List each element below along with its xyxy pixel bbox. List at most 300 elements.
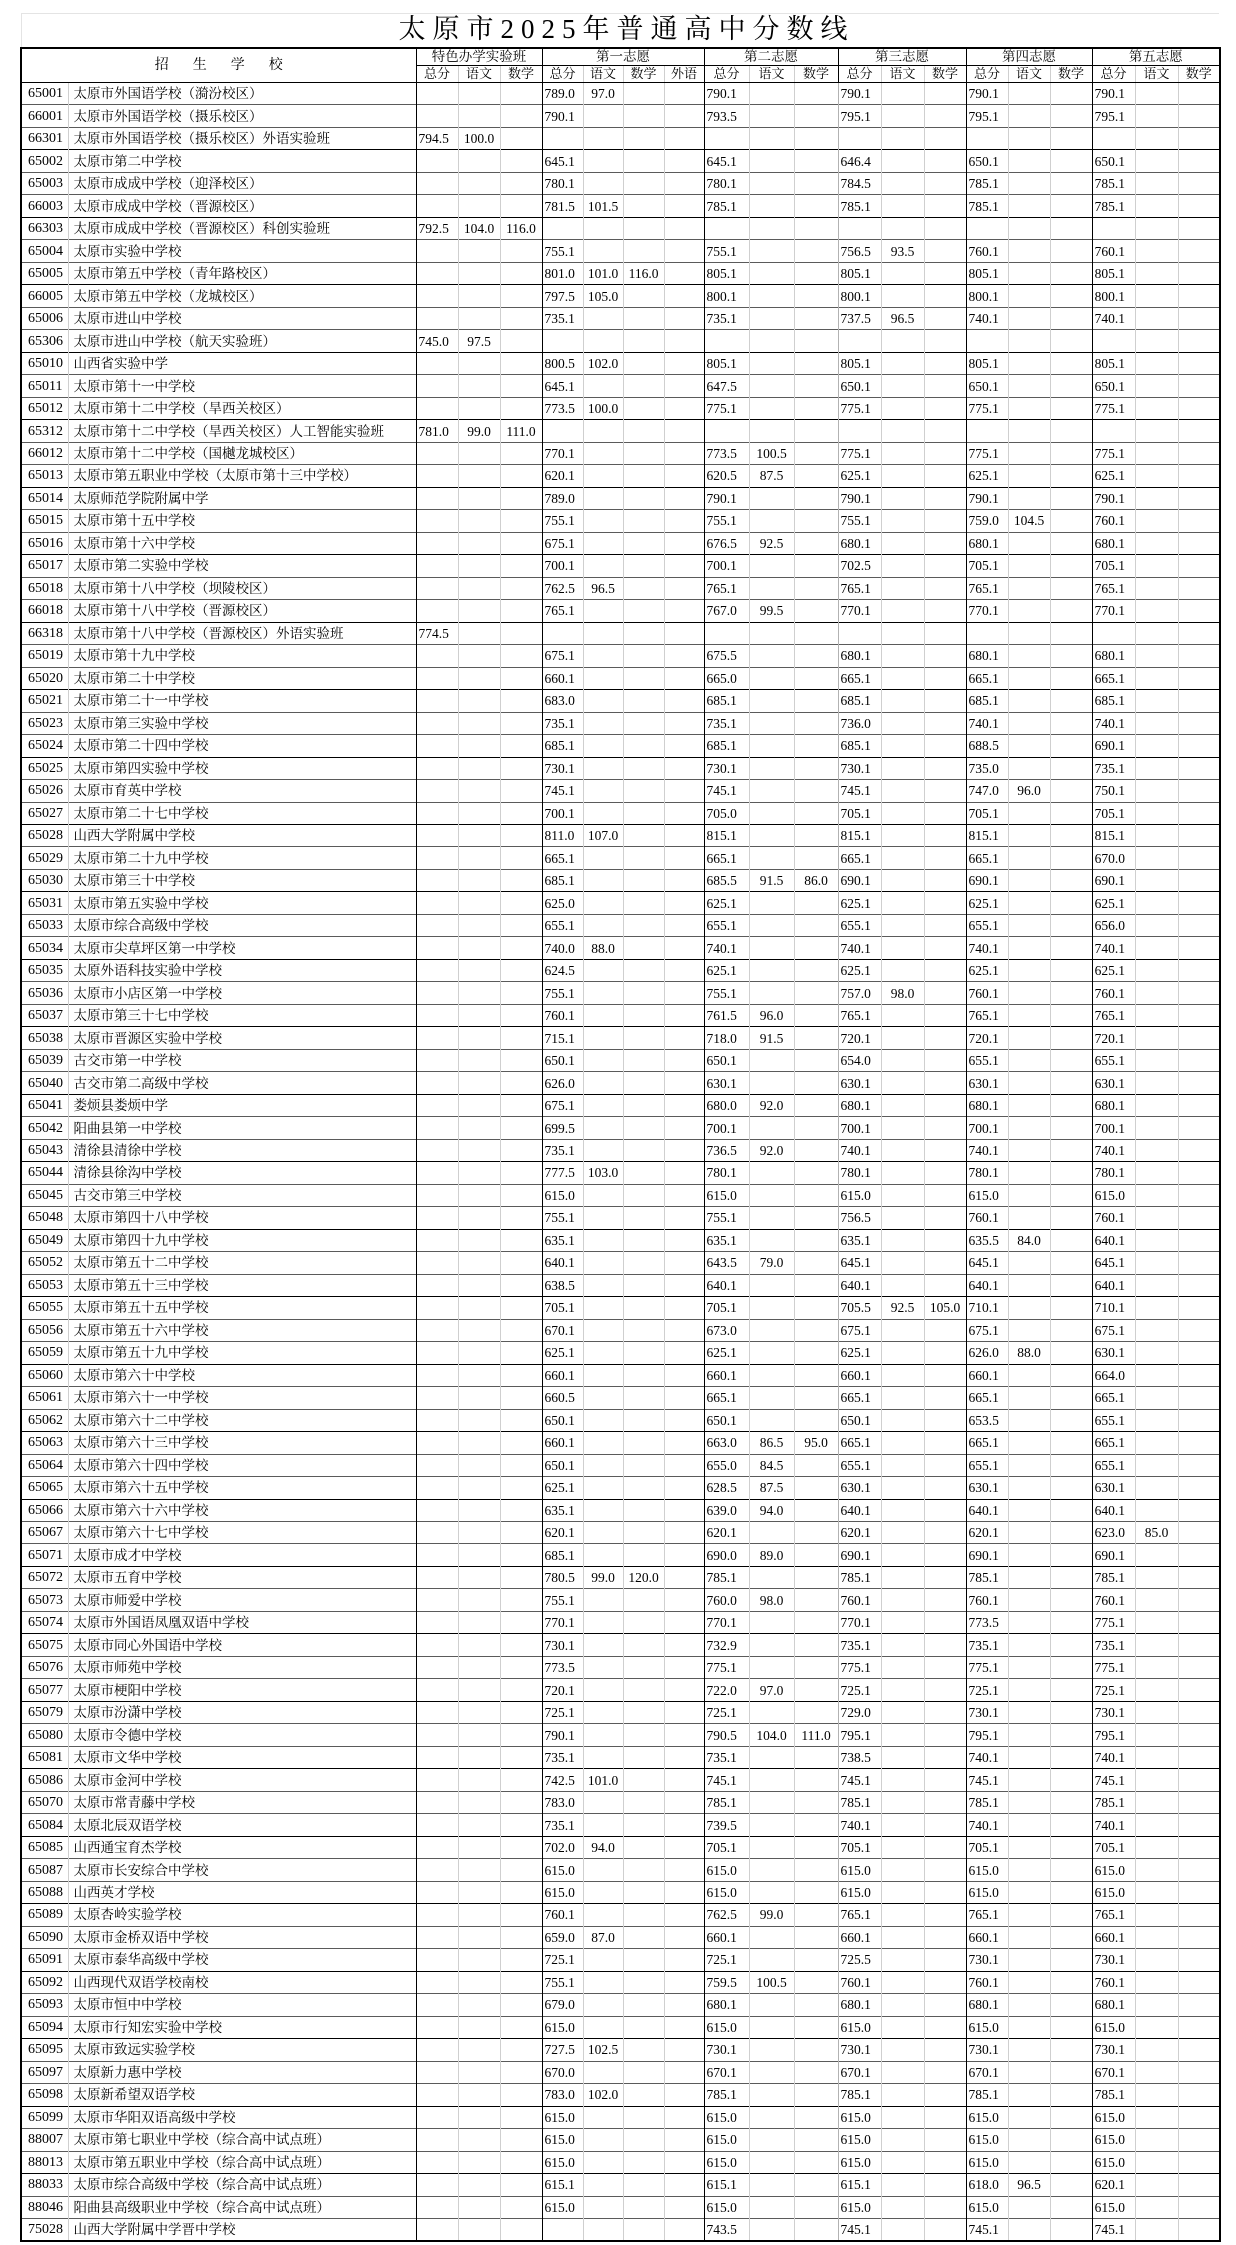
score-cell: 700.1 <box>966 1117 1008 1139</box>
score-cell <box>623 1072 664 1094</box>
score-cell <box>500 1656 542 1678</box>
score-cell <box>458 1566 500 1588</box>
score-cell: 775.1 <box>838 397 881 419</box>
score-cell <box>416 735 458 757</box>
score-cell <box>623 1836 664 1858</box>
score-cell <box>749 375 794 397</box>
score-cell: 705.1 <box>838 802 881 824</box>
score-cell: 645.1 <box>838 1252 881 1274</box>
school-code-cell: 65094 <box>21 2016 68 2038</box>
score-cell <box>1135 712 1178 734</box>
score-cell <box>458 1229 500 1251</box>
score-cell: 780.1 <box>542 172 583 194</box>
score-cell <box>500 397 542 419</box>
score-cell <box>458 1094 500 1116</box>
score-cell: 87.5 <box>749 1477 794 1499</box>
score-cell <box>1050 1004 1092 1026</box>
score-cell <box>924 1432 966 1454</box>
score-cell <box>664 352 704 374</box>
score-cell <box>1050 847 1092 869</box>
school-code-cell: 65086 <box>21 1769 68 1791</box>
school-name-cell: 太原市第二中学校 <box>68 150 416 172</box>
sub-header-3-总分: 总分 <box>704 66 749 83</box>
score-cell: 639.0 <box>704 1499 749 1521</box>
score-cell <box>664 172 704 194</box>
score-cell <box>881 555 924 577</box>
score-cell <box>749 2219 794 2242</box>
score-cell <box>623 1409 664 1431</box>
score-cell <box>416 1746 458 1768</box>
score-cell <box>416 1387 458 1409</box>
score-cell <box>794 1387 838 1409</box>
table-row <box>21 959 1220 981</box>
score-cell <box>1008 555 1050 577</box>
table-row <box>21 1679 1220 1701</box>
score-cell: 680.1 <box>838 1094 881 1116</box>
score-cell: 790.1 <box>838 487 881 509</box>
score-cell <box>1178 2106 1220 2128</box>
score-cell: 615.0 <box>704 1184 749 1206</box>
table-row <box>21 83 1220 105</box>
score-cell <box>1008 1656 1050 1678</box>
school-name-cell: 太原市第五十五中学校 <box>68 1297 416 1319</box>
score-cell <box>749 2106 794 2128</box>
score-cell <box>1135 442 1178 464</box>
score-cell: 675.1 <box>966 1319 1008 1341</box>
score-cell <box>416 2196 458 2218</box>
score-cell: 96.0 <box>749 1004 794 1026</box>
score-cell: 660.1 <box>542 667 583 689</box>
score-cell <box>416 1814 458 1836</box>
score-cell <box>416 2129 458 2151</box>
score-cell <box>583 1252 623 1274</box>
score-cell <box>664 420 704 442</box>
score-cell <box>458 2196 500 2218</box>
score-cell: 88.0 <box>1008 1342 1050 1364</box>
score-cell <box>749 352 794 374</box>
score-cell <box>416 712 458 734</box>
score-cell <box>500 1409 542 1431</box>
score-cell <box>416 1274 458 1296</box>
score-cell: 102.0 <box>583 352 623 374</box>
score-cell <box>458 2219 500 2242</box>
score-cell: 98.0 <box>881 982 924 1004</box>
score-cell: 765.1 <box>1092 577 1135 599</box>
score-cell <box>924 2016 966 2038</box>
score-cell <box>1135 1364 1178 1386</box>
score-cell: 800.1 <box>1092 285 1135 307</box>
school-code-cell: 66301 <box>21 127 68 149</box>
score-cell: 740.1 <box>966 712 1008 734</box>
score-cell: 635.1 <box>838 1229 881 1251</box>
score-cell: 615.0 <box>542 1881 583 1903</box>
score-cell <box>1008 1274 1050 1296</box>
score-cell: 645.1 <box>704 150 749 172</box>
score-cell <box>500 83 542 105</box>
score-cell: 92.5 <box>749 532 794 554</box>
score-cell <box>664 1387 704 1409</box>
score-cell <box>416 1522 458 1544</box>
school-code-cell: 65060 <box>21 1364 68 1386</box>
score-cell <box>1050 2151 1092 2173</box>
school-name-cell: 太原市第十八中学校（坝陵校区） <box>68 577 416 599</box>
score-cell: 690.1 <box>1092 869 1135 891</box>
school-code-cell: 66001 <box>21 105 68 127</box>
score-cell <box>583 735 623 757</box>
score-cell: 759.5 <box>704 1971 749 1993</box>
school-name-cell: 古交市第二高级中学校 <box>68 1072 416 1094</box>
score-cell: 770.1 <box>838 1611 881 1633</box>
score-cell <box>500 1791 542 1813</box>
group-header-6: 第五志愿 <box>1092 48 1220 66</box>
score-cell: 705.0 <box>704 802 749 824</box>
score-cell: 111.0 <box>500 420 542 442</box>
score-cell <box>1135 240 1178 262</box>
sub-header-2-数学: 数学 <box>623 66 664 83</box>
score-cell: 760.1 <box>1092 510 1135 532</box>
score-cell <box>458 555 500 577</box>
score-cell <box>881 330 924 352</box>
score-cell <box>1008 1162 1050 1184</box>
school-code-cell: 65016 <box>21 532 68 554</box>
score-cell <box>924 1859 966 1881</box>
score-cell: 725.1 <box>1092 1679 1135 1701</box>
score-cell <box>623 869 664 891</box>
score-cell <box>458 1971 500 1993</box>
score-cell <box>623 1859 664 1881</box>
score-cell <box>1008 172 1050 194</box>
score-cell <box>749 2016 794 2038</box>
score-cell <box>1135 1049 1178 1071</box>
score-cell: 615.1 <box>704 2174 749 2196</box>
score-cell: 625.1 <box>838 892 881 914</box>
score-cell: 780.1 <box>966 1162 1008 1184</box>
score-cell <box>623 397 664 419</box>
score-cell <box>1050 1656 1092 1678</box>
score-cell <box>924 735 966 757</box>
score-cell <box>749 487 794 509</box>
score-cell <box>1008 1184 1050 1206</box>
score-cell: 615.1 <box>542 2174 583 2196</box>
score-cell <box>1050 105 1092 127</box>
score-cell <box>416 2084 458 2106</box>
score-cell: 615.0 <box>542 2196 583 2218</box>
school-code-cell: 65013 <box>21 465 68 487</box>
score-cell: 101.0 <box>583 1769 623 1791</box>
score-cell: 710.1 <box>966 1297 1008 1319</box>
score-cell <box>458 1252 500 1274</box>
score-cell: 655.1 <box>704 914 749 936</box>
score-cell: 702.0 <box>542 1836 583 1858</box>
score-cell <box>924 824 966 846</box>
score-cell <box>664 397 704 419</box>
score-cell <box>1178 240 1220 262</box>
score-cell: 660.1 <box>838 1364 881 1386</box>
score-cell <box>1178 1094 1220 1116</box>
score-cell: 785.1 <box>1092 1791 1135 1813</box>
score-cell <box>1050 735 1092 757</box>
score-cell: 654.0 <box>838 1049 881 1071</box>
school-code-cell: 66012 <box>21 442 68 464</box>
score-cell <box>924 240 966 262</box>
score-cell <box>583 1049 623 1071</box>
score-cell <box>794 1184 838 1206</box>
table-row <box>21 2039 1220 2061</box>
score-cell: 650.1 <box>542 1454 583 1476</box>
score-cell: 99.0 <box>583 1566 623 1588</box>
score-cell <box>664 1859 704 1881</box>
table-row <box>21 150 1220 172</box>
score-cell <box>583 1679 623 1701</box>
score-cell <box>500 959 542 981</box>
score-cell <box>1135 1566 1178 1588</box>
score-cell <box>1178 487 1220 509</box>
score-cell <box>458 105 500 127</box>
school-name-cell: 太原市金桥双语中学校 <box>68 1926 416 1948</box>
score-cell <box>1135 1769 1178 1791</box>
score-cell: 725.1 <box>838 1679 881 1701</box>
score-cell: 745.1 <box>838 2219 881 2242</box>
score-cell <box>623 150 664 172</box>
score-cell: 690.1 <box>966 869 1008 891</box>
score-cell: 660.1 <box>966 1364 1008 1386</box>
score-cell <box>1135 869 1178 891</box>
score-cell: 615.0 <box>966 1184 1008 1206</box>
score-cell: 735.1 <box>966 1634 1008 1656</box>
score-cell <box>623 1634 664 1656</box>
school-code-cell: 65306 <box>21 330 68 352</box>
score-cell: 760.1 <box>966 982 1008 1004</box>
score-cell <box>1008 2039 1050 2061</box>
score-cell: 685.1 <box>838 735 881 757</box>
score-cell: 630.1 <box>838 1477 881 1499</box>
score-cell: 740.1 <box>1092 1814 1135 1836</box>
score-cell: 96.5 <box>583 577 623 599</box>
school-code-cell: 65087 <box>21 1859 68 1881</box>
score-cell <box>881 712 924 734</box>
score-cell <box>924 442 966 464</box>
score-cell <box>664 2106 704 2128</box>
score-cell: 655.1 <box>838 1454 881 1476</box>
score-cell <box>500 667 542 689</box>
score-cell <box>749 2174 794 2196</box>
table-row <box>21 1117 1220 1139</box>
score-cell: 760.1 <box>838 1589 881 1611</box>
school-code-cell: 65098 <box>21 2084 68 2106</box>
score-cell: 615.0 <box>966 2129 1008 2151</box>
score-cell <box>794 1499 838 1521</box>
score-cell <box>416 2151 458 2173</box>
score-cell <box>623 1971 664 1993</box>
school-code-cell: 65055 <box>21 1297 68 1319</box>
score-cell <box>583 1409 623 1431</box>
score-cell: 732.9 <box>704 1634 749 1656</box>
score-cell <box>664 1004 704 1026</box>
score-cell <box>1135 2174 1178 2196</box>
score-cell: 790.1 <box>1092 83 1135 105</box>
score-cell <box>1135 1589 1178 1611</box>
score-cell: 785.1 <box>1092 2084 1135 2106</box>
score-cell <box>924 1027 966 1049</box>
score-cell: 740.1 <box>1092 937 1135 959</box>
score-cell <box>1178 780 1220 802</box>
score-cell <box>1008 847 1050 869</box>
score-cell <box>749 690 794 712</box>
score-cell <box>583 2174 623 2196</box>
school-name-cell: 太原市泰华高级中学校 <box>68 1949 416 1971</box>
table-row <box>21 1589 1220 1611</box>
score-cell <box>1135 1342 1178 1364</box>
school-name-cell: 山西大学附属中学晋中学校 <box>68 2219 416 2242</box>
score-cell <box>416 1634 458 1656</box>
score-cell <box>794 1252 838 1274</box>
score-cell <box>1178 982 1220 1004</box>
score-cell <box>749 1881 794 1903</box>
score-cell <box>1050 2196 1092 2218</box>
score-cell <box>458 1746 500 1768</box>
score-cell: 702.5 <box>838 555 881 577</box>
score-cell: 790.1 <box>704 487 749 509</box>
score-cell: 770.1 <box>542 1611 583 1633</box>
score-cell <box>924 1971 966 1993</box>
school-code-cell: 65079 <box>21 1701 68 1723</box>
score-cell <box>924 352 966 374</box>
score-cell <box>458 1522 500 1544</box>
score-cell: 615.0 <box>1092 2106 1135 2128</box>
score-cell: 740.1 <box>1092 1139 1135 1161</box>
score-cell <box>749 262 794 284</box>
score-cell <box>583 847 623 869</box>
school-name-cell: 古交市第三中学校 <box>68 1184 416 1206</box>
score-cell <box>794 1229 838 1251</box>
score-cell <box>924 1409 966 1431</box>
score-cell: 710.1 <box>1092 1297 1135 1319</box>
score-cell <box>1135 847 1178 869</box>
score-cell <box>794 667 838 689</box>
score-cell <box>500 1611 542 1633</box>
score-cell <box>1050 1769 1092 1791</box>
score-cell <box>924 262 966 284</box>
score-cell <box>924 914 966 936</box>
score-cell <box>881 1634 924 1656</box>
score-cell <box>1008 914 1050 936</box>
score-cell <box>924 1049 966 1071</box>
table-row <box>21 307 1220 329</box>
score-cell <box>794 1949 838 1971</box>
score-cell <box>623 217 664 239</box>
table-row <box>21 2151 1220 2173</box>
score-cell <box>416 195 458 217</box>
school-code-cell: 65003 <box>21 172 68 194</box>
score-cell <box>500 712 542 734</box>
score-cell <box>1178 1904 1220 1926</box>
score-cell <box>1050 2106 1092 2128</box>
score-cell: 101.0 <box>583 262 623 284</box>
score-cell <box>623 1049 664 1071</box>
score-cell <box>458 600 500 622</box>
score-cell <box>664 1611 704 1633</box>
score-cell <box>500 824 542 846</box>
score-cell <box>924 1656 966 1678</box>
score-cell <box>664 824 704 846</box>
score-cell <box>1178 1634 1220 1656</box>
score-cell <box>1178 1072 1220 1094</box>
score-cell <box>749 1769 794 1791</box>
score-cell: 775.1 <box>966 1656 1008 1678</box>
score-cell <box>664 307 704 329</box>
score-cell <box>1050 285 1092 307</box>
score-cell <box>583 1432 623 1454</box>
score-cell <box>664 1904 704 1926</box>
score-cell <box>924 1544 966 1566</box>
score-cell: 790.5 <box>704 1724 749 1746</box>
score-cell: 625.1 <box>1092 959 1135 981</box>
score-cell: 815.1 <box>966 824 1008 846</box>
score-cell: 780.1 <box>704 172 749 194</box>
score-cell: 620.1 <box>542 465 583 487</box>
score-cell <box>924 1746 966 1768</box>
score-cell <box>500 1094 542 1116</box>
score-cell: 785.1 <box>704 1791 749 1813</box>
score-cell: 650.1 <box>1092 150 1135 172</box>
score-cell <box>1050 1409 1092 1431</box>
score-cell <box>664 1971 704 1993</box>
school-name-cell: 太原市第十八中学校（晋源校区）外语实验班 <box>68 622 416 644</box>
score-cell <box>500 1994 542 2016</box>
score-cell <box>623 1926 664 1948</box>
score-cell <box>924 667 966 689</box>
score-cell <box>458 83 500 105</box>
score-cell <box>664 757 704 779</box>
score-cell <box>1135 1544 1178 1566</box>
score-cell <box>458 1544 500 1566</box>
score-cell <box>416 1724 458 1746</box>
school-code-cell: 65006 <box>21 307 68 329</box>
score-cell <box>458 1004 500 1026</box>
score-cell <box>416 307 458 329</box>
score-cell <box>623 330 664 352</box>
table-row <box>21 1027 1220 1049</box>
score-cell: 86.5 <box>749 1432 794 1454</box>
score-cell: 97.0 <box>749 1679 794 1701</box>
score-cell <box>1050 1814 1092 1836</box>
score-cell: 705.5 <box>838 1297 881 1319</box>
score-cell <box>416 1926 458 1948</box>
score-cell <box>1135 1477 1178 1499</box>
score-cell <box>623 1229 664 1251</box>
score-cell <box>416 1162 458 1184</box>
score-cell <box>664 1162 704 1184</box>
score-cell <box>749 1611 794 1633</box>
score-cell <box>924 1701 966 1723</box>
score-cell <box>881 1004 924 1026</box>
score-cell: 755.1 <box>838 510 881 532</box>
score-cell <box>1008 1004 1050 1026</box>
score-cell <box>924 1319 966 1341</box>
score-cell <box>664 532 704 554</box>
score-cell <box>794 420 838 442</box>
score-cell <box>749 667 794 689</box>
school-name-cell: 太原市第十二中学校（旱西关校区） <box>68 397 416 419</box>
score-cell <box>664 914 704 936</box>
score-cell <box>583 1072 623 1094</box>
school-code-cell: 65001 <box>21 83 68 105</box>
score-cell <box>623 487 664 509</box>
score-cell <box>664 1746 704 1768</box>
score-cell <box>664 1836 704 1858</box>
score-cell <box>664 1656 704 1678</box>
score-cell <box>458 802 500 824</box>
